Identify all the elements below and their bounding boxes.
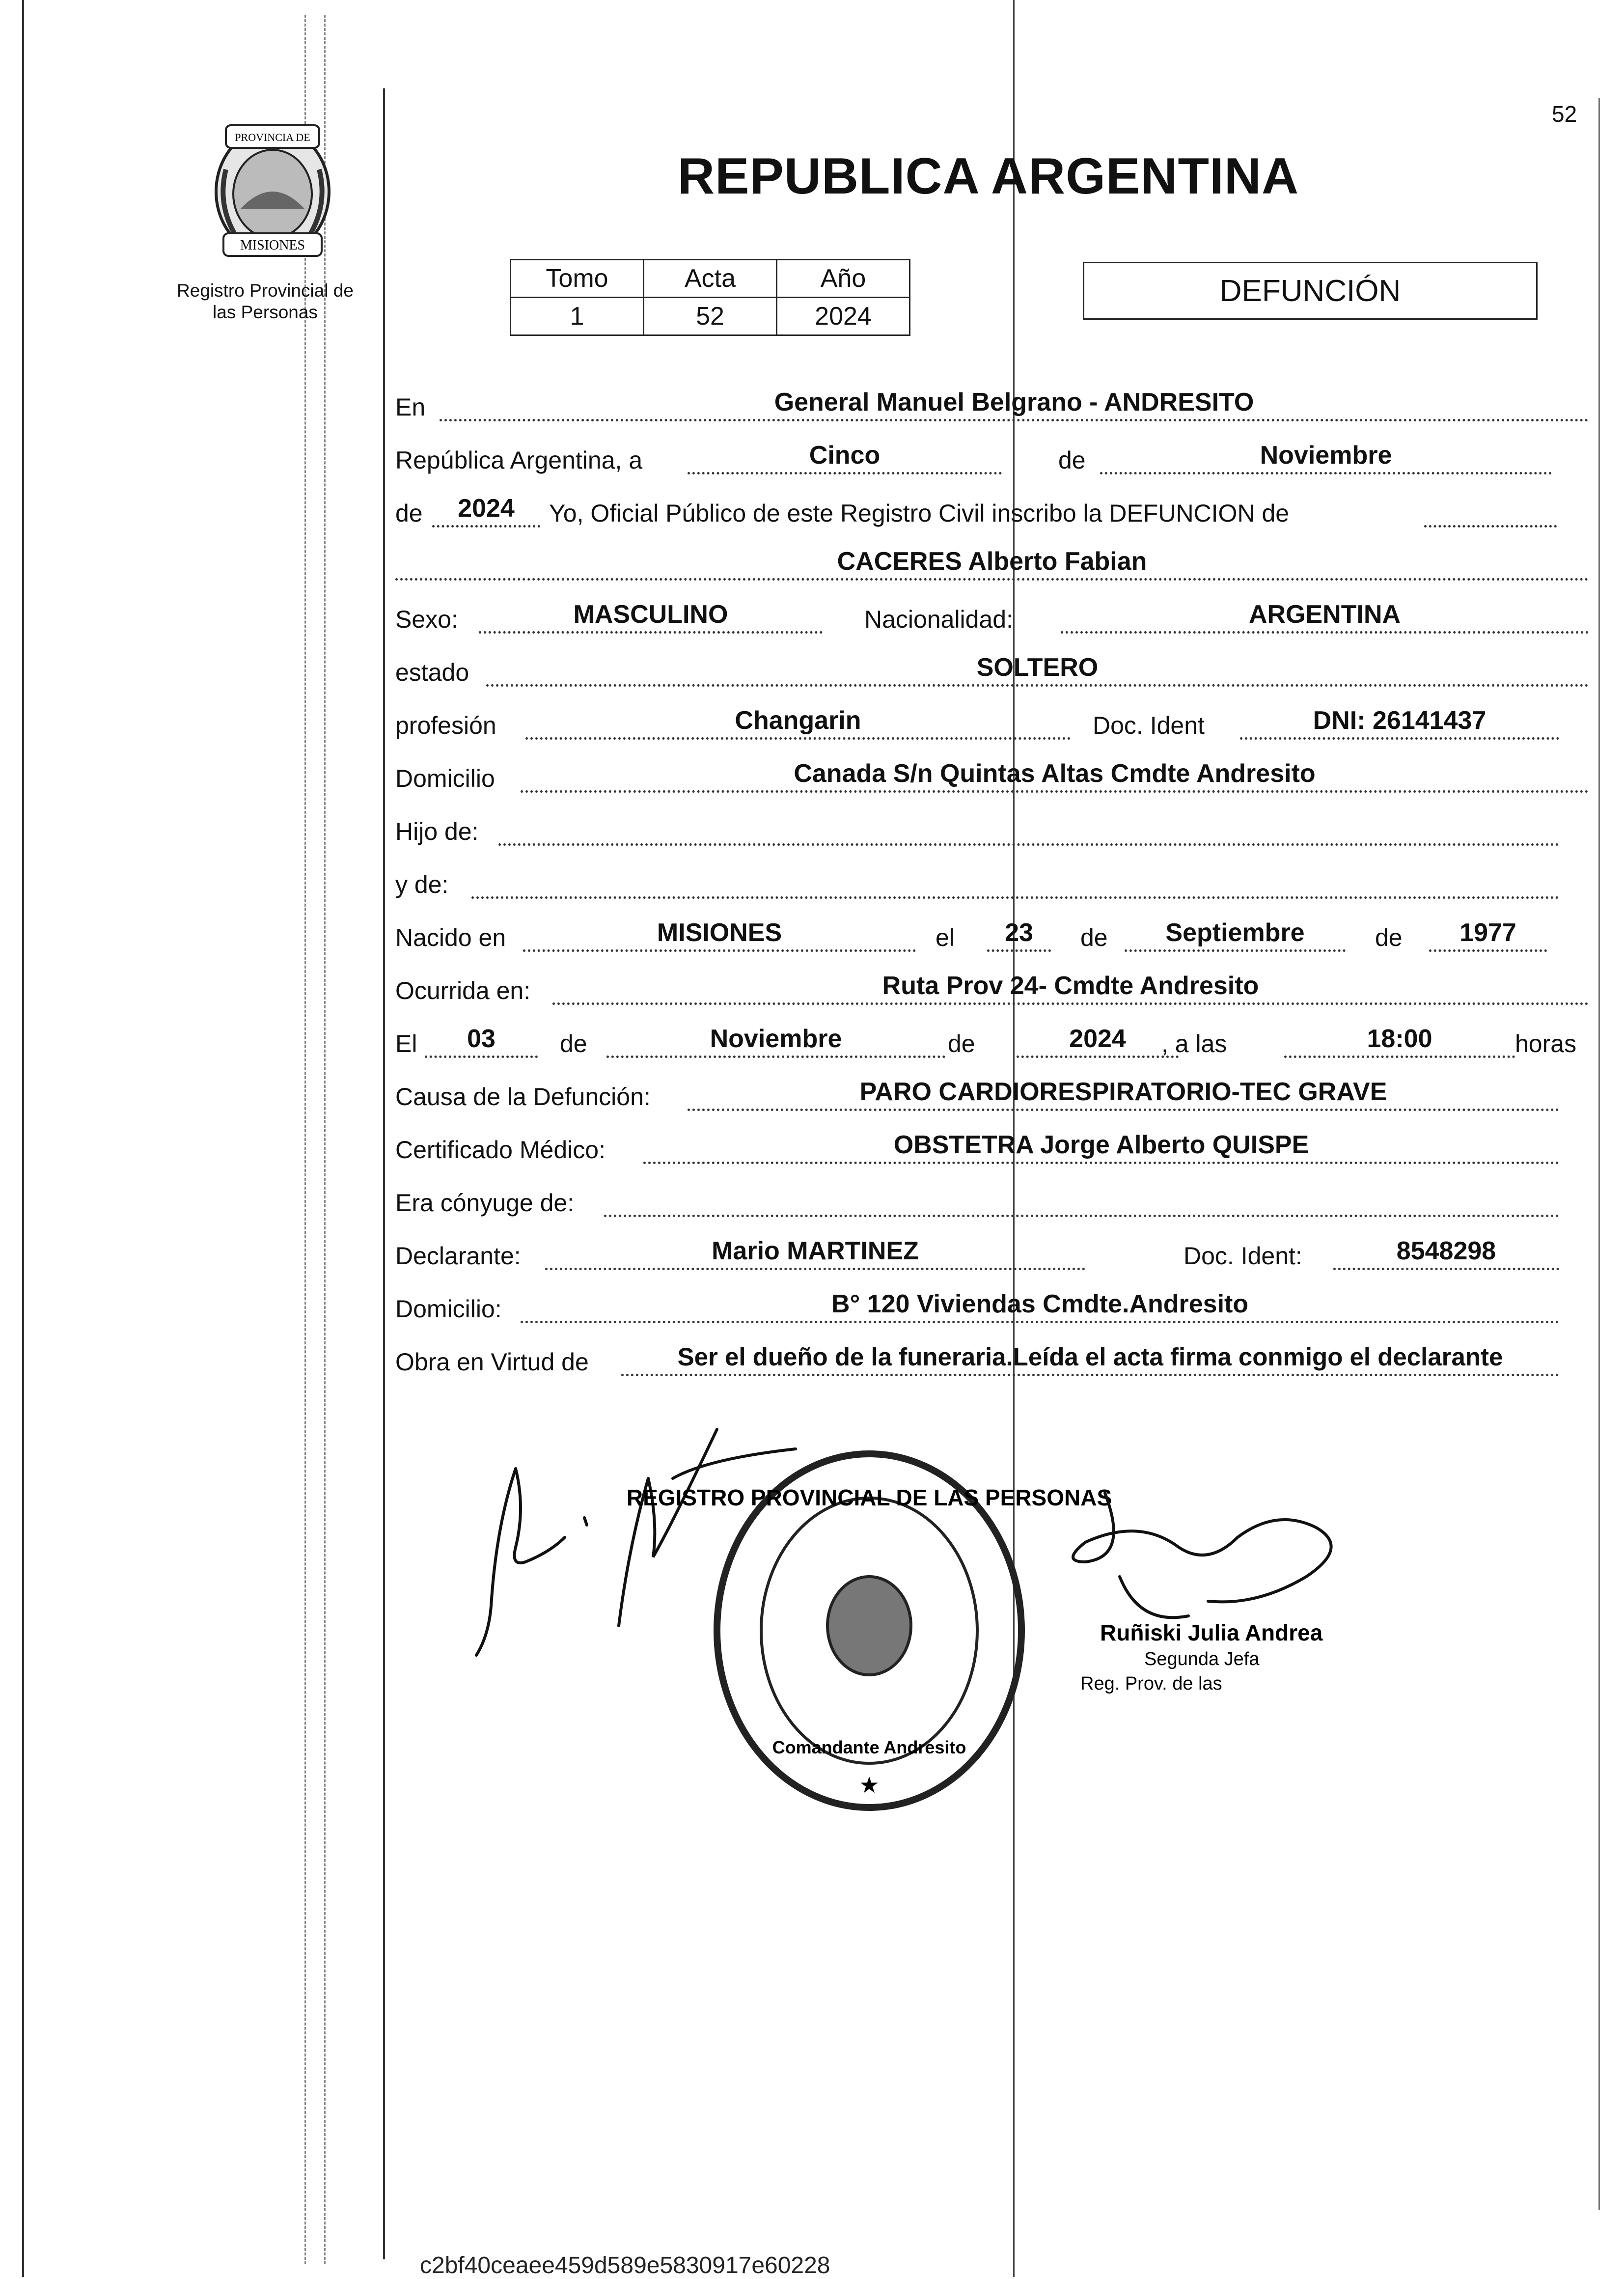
hijo-field <box>498 812 1559 846</box>
yde-field <box>471 865 1559 899</box>
doc2-label: Doc. Ident: <box>1184 1242 1302 1270</box>
nac-mes-field: Septiembre <box>1125 918 1346 952</box>
nac-dia-field: 23 <box>987 918 1051 952</box>
row-ocurrida <box>393 962 1591 1015</box>
declarant-signature <box>476 1429 796 1655</box>
estado-field: SOLTERO <box>486 653 1589 687</box>
yde-label: y de: <box>395 871 449 898</box>
alas-label: , a las <box>1161 1030 1227 1057</box>
row-estado <box>393 643 1591 696</box>
intro-blank <box>1424 494 1557 528</box>
cert-label: Certificado Médico: <box>395 1136 606 1164</box>
binding-dashed-line <box>304 15 306 2264</box>
stamp-text: REGISTRO PROVINCIAL DE LAS PERSONAS <box>626 1485 1112 1510</box>
document-hash: c2bf40ceaee459d589e5830917e60228 <box>420 2252 830 2279</box>
el2-label: El <box>395 1030 417 1057</box>
row-yde <box>393 856 1591 909</box>
page-number: 52 <box>1552 101 1577 127</box>
page-title: REPUBLICA ARGENTINA <box>678 148 1299 205</box>
de4-label: de <box>1375 924 1403 951</box>
row-fecha <box>393 431 1591 484</box>
svg-text:★: ★ <box>859 1772 880 1798</box>
nac-label: Nacionalidad: <box>864 606 1013 633</box>
anio-field: 2024 <box>432 494 540 528</box>
intro-text: Yo, Oficial Público de este Registro Civil inscribo la DEFUNCION de <box>549 500 1290 527</box>
row-en <box>393 378 1591 431</box>
nombre-field: CACERES Alberto Fabian <box>395 547 1589 581</box>
form-right-border <box>1598 98 1600 2210</box>
form-left-border <box>383 88 385 2259</box>
row-nombre <box>393 537 1591 590</box>
causa-label: Causa de la Defunción: <box>395 1083 651 1111</box>
ocurrida-label: Ocurrida en: <box>395 977 531 1004</box>
profesion-field: Changarin <box>525 706 1071 740</box>
dom2-label: Domicilio: <box>395 1295 502 1323</box>
domicilio-label: Domicilio <box>395 765 495 792</box>
profesion-label: profesión <box>395 712 496 739</box>
de2-label: de <box>395 500 423 527</box>
def-mes-field: Noviembre <box>606 1024 945 1058</box>
sexo-field: MASCULINO <box>479 600 823 634</box>
declarante-field: Mario MARTINEZ <box>545 1236 1085 1270</box>
crest-text-bottom: MISIONES <box>240 238 305 253</box>
causa-field: PARO CARDIORESPIRATORIO-TEC GRAVE <box>688 1077 1559 1111</box>
obra-field: Ser el dueño de la funeraria.Leída el acta firma conmigo el declarante <box>621 1342 1559 1376</box>
conyuge-field <box>604 1183 1559 1217</box>
registro-line-1: Registro Provincial de <box>177 280 354 301</box>
row-intro <box>393 484 1591 537</box>
conyuge-label: Era cónyuge de: <box>395 1189 575 1217</box>
horas-label: horas <box>1515 1030 1577 1057</box>
row-sexo <box>393 590 1591 643</box>
estado-label: estado <box>395 659 469 686</box>
row-profesion <box>393 696 1591 750</box>
ocurrida-field: Ruta Prov 24- Cmdte Andresito <box>552 971 1589 1005</box>
row-obra <box>393 1333 1591 1386</box>
acta-header: Acta <box>644 260 777 298</box>
de5-label: de <box>560 1030 587 1057</box>
official-org: Reg. Prov. de las <box>1080 1673 1222 1694</box>
crest-text-top: PROVINCIA DE <box>235 131 310 143</box>
cert-field: OBSTETRA Jorge Alberto QUISPE <box>643 1130 1559 1164</box>
doc-label: Doc. Ident <box>1093 712 1205 739</box>
obra-label: Obra en Virtud de <box>395 1348 589 1376</box>
mes-field: Noviembre <box>1100 441 1552 474</box>
nac-field: ARGENTINA <box>1061 600 1589 634</box>
row-fecha-defuncion <box>393 1015 1591 1068</box>
death-record-form <box>393 378 1591 1386</box>
doc-field: DNI: 26141437 <box>1240 706 1559 740</box>
doc2-field: 8548298 <box>1333 1236 1559 1270</box>
tomo-header: Tomo <box>511 260 644 298</box>
de6-label: de <box>948 1030 975 1057</box>
hijo-label: Hijo de: <box>395 818 479 845</box>
nacido-label: Nacido en <box>395 924 506 951</box>
stamp-inner: Comandante Andresito <box>772 1737 966 1757</box>
domicilio-field: Canada S/n Quintas Altas Cmdte Andresito <box>521 759 1589 793</box>
def-hora-field: 18:00 <box>1284 1024 1515 1058</box>
record-table <box>510 259 910 336</box>
sexo-label: Sexo: <box>395 606 458 633</box>
official-role: Segunda Jefa <box>1144 1649 1260 1669</box>
acta-value: 52 <box>644 298 777 335</box>
registro-label <box>162 280 368 323</box>
dom2-field: B° 120 Viviendas Cmdte.Andresito <box>521 1289 1559 1323</box>
row-nacido <box>393 909 1591 962</box>
signatures-area <box>442 1400 1571 1817</box>
def-dia-field: 03 <box>425 1024 538 1058</box>
row-certificado <box>393 1121 1591 1174</box>
nac-anio-field: 1977 <box>1429 918 1547 952</box>
anio-header: Año <box>777 260 910 298</box>
row-declarante <box>393 1227 1591 1280</box>
nacido-field: MISIONES <box>523 918 916 952</box>
province-crest-icon <box>196 111 349 263</box>
declarante-label: Declarante: <box>395 1242 521 1270</box>
official-name: Ruñiski Julia Andrea <box>1100 1620 1323 1645</box>
left-margin-line <box>22 0 24 2277</box>
official-signature <box>1073 1493 1331 1617</box>
record-type-box: DEFUNCIÓN <box>1083 262 1538 320</box>
row-domicilio-declarante <box>393 1280 1591 1333</box>
row-hijo <box>393 803 1591 856</box>
rep-label: República Argentina, a <box>395 446 643 474</box>
row-conyuge <box>393 1174 1591 1227</box>
en-field: General Manuel Belgrano - ANDRESITO <box>440 388 1589 421</box>
row-domicilio <box>393 750 1591 803</box>
dia-field: Cinco <box>688 441 1002 474</box>
de3-label: de <box>1080 924 1108 951</box>
def-anio-field: 2024 <box>1017 1024 1179 1058</box>
el-label: el <box>936 924 955 951</box>
tomo-value: 1 <box>511 298 644 335</box>
anio-value: 2024 <box>777 298 910 335</box>
row-causa <box>393 1068 1591 1121</box>
registro-line-2: las Personas <box>213 302 318 322</box>
en-label: En <box>395 393 426 421</box>
de-label: de <box>1058 446 1086 474</box>
binding-dashed-line-2 <box>324 15 326 2264</box>
official-stamp-icon <box>627 1454 1112 1807</box>
